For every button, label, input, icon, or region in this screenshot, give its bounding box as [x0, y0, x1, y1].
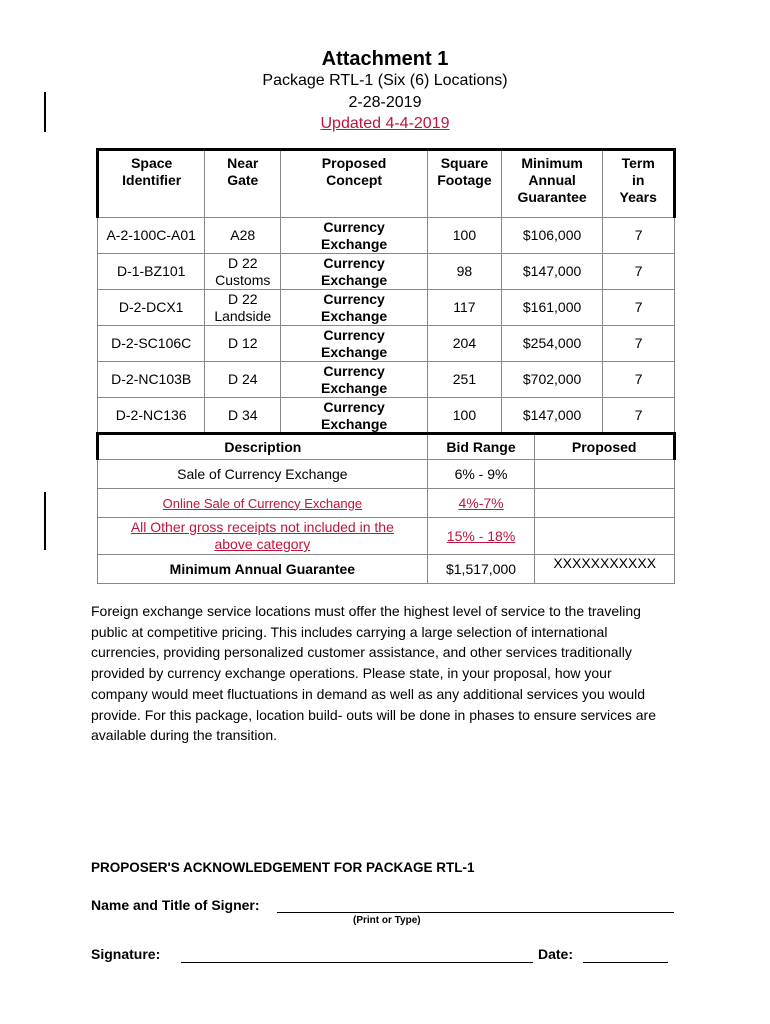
change-bar	[44, 492, 46, 550]
date-field[interactable]	[583, 946, 668, 963]
bid-description: Online Sale of Currency Exchange	[98, 489, 428, 518]
page-title: Attachment 1	[321, 48, 449, 70]
term-years: 7	[603, 362, 675, 398]
space-identifier: D-2-DCX1	[98, 290, 205, 326]
square-footage: 100	[428, 218, 502, 254]
table-row	[98, 254, 675, 290]
near-gate-header: Near Gate	[205, 150, 281, 218]
proposed-concept: Currency Exchange	[281, 398, 428, 434]
mag-label: Minimum Annual Guarantee	[98, 555, 428, 584]
bid-range: 15% - 18%	[427, 518, 535, 555]
term-years: 7	[603, 326, 675, 362]
proposed-concept: Currency Exchange	[281, 218, 428, 254]
table-row	[98, 218, 675, 254]
name-title-field[interactable]	[277, 896, 674, 913]
minimum-annual-guarantee: $161,000	[501, 290, 603, 326]
square-footage: 117	[428, 290, 502, 326]
space-identifier: D-2-NC136	[98, 398, 205, 434]
signature-label: Signature:	[91, 946, 161, 962]
near-gate: D 22 Customs	[205, 254, 281, 290]
square-footage: 98	[428, 254, 502, 290]
bid-header-row	[98, 434, 675, 460]
table-row	[98, 460, 675, 489]
square-footage: 204	[428, 326, 502, 362]
bid-range: 6% - 9%	[427, 460, 535, 489]
minimum-annual-guarantee: $147,000	[501, 398, 603, 434]
print-note: (Print or Type)	[353, 915, 421, 926]
table-row	[98, 362, 675, 398]
space-identifier-header: Space Identifier	[98, 150, 205, 218]
term-years: 7	[603, 398, 675, 434]
acknowledgement-heading: PROPOSER'S ACKNOWLEDGEMENT FOR PACKAGE RTL-1	[91, 860, 475, 875]
space-identifier: A-2-100C-A01	[98, 218, 205, 254]
space-identifier: D-1-BZ101	[98, 254, 205, 290]
minimum-annual-guarantee-header: Minimum Annual Guarantee	[501, 150, 603, 218]
proposed-concept: Currency Exchange	[281, 362, 428, 398]
table-row	[98, 398, 675, 434]
change-bar	[44, 92, 46, 132]
table-row	[98, 489, 675, 518]
near-gate: A28	[205, 218, 281, 254]
table-row	[98, 326, 675, 362]
date-line: 2-28-2019	[348, 94, 422, 111]
bid-proposed[interactable]	[535, 460, 675, 489]
near-gate: D 24	[205, 362, 281, 398]
space-identifier: D-2-NC103B	[98, 362, 205, 398]
table-row	[98, 555, 675, 584]
table-row	[98, 518, 675, 555]
bid-range-header: Bid Range	[427, 434, 535, 460]
minimum-annual-guarantee: $106,000	[501, 218, 603, 254]
date-label: Date:	[538, 946, 574, 962]
minimum-annual-guarantee: $254,000	[501, 326, 603, 362]
bid-description: All Other gross receipts not included in the above category	[98, 518, 428, 555]
bid-range: 4%-7%	[427, 489, 535, 518]
minimum-annual-guarantee: $702,000	[501, 362, 603, 398]
signature-field[interactable]	[181, 946, 533, 963]
proposed-concept-header: Proposed Concept	[281, 150, 428, 218]
locations-table	[96, 148, 676, 434]
proposed-concept: Currency Exchange	[281, 254, 428, 290]
bid-proposed[interactable]	[535, 518, 675, 555]
description-paragraph: Foreign exchange service locations must offer the highest level of service to the traveling public at competitive pricing. This includes carrying a large selection of international currencies, providing personalized customer assistance, and other services traditionally provided by currency exchange operations. Please state, in your proposal, how your company would meet fluctuations in demand as well as any additional services you would provide. For this package, location build- outs will be done in phases to ensure services are available during the transition.	[91, 603, 656, 744]
table-row	[98, 290, 675, 326]
package-subtitle: Package RTL-1 (Six (6) Locations)	[262, 72, 508, 89]
table-header-row	[98, 150, 675, 218]
near-gate: D 22 Landside	[205, 290, 281, 326]
proposed-concept: Currency Exchange	[281, 326, 428, 362]
minimum-annual-guarantee: $147,000	[501, 254, 603, 290]
square-footage: 251	[428, 362, 502, 398]
term-years: 7	[603, 290, 675, 326]
bid-proposed[interactable]	[535, 489, 675, 518]
term-years-header: Term in Years	[603, 150, 675, 218]
proposed-header: Proposed	[535, 434, 675, 460]
updated-line: Updated 4-4-2019	[320, 115, 450, 132]
bid-range-table	[96, 432, 676, 584]
square-footage: 100	[428, 398, 502, 434]
description-header: Description	[98, 434, 428, 460]
term-years: 7	[603, 254, 675, 290]
bid-description: Sale of Currency Exchange	[98, 460, 428, 489]
term-years: 7	[603, 218, 675, 254]
near-gate: D 34	[205, 398, 281, 434]
mag-proposed: XXXXXXXXXXX	[535, 555, 675, 584]
square-footage-header: Square Footage	[428, 150, 502, 218]
name-title-label: Name and Title of Signer:	[91, 897, 260, 913]
mag-value: $1,517,000	[427, 555, 535, 584]
proposed-concept: Currency Exchange	[281, 290, 428, 326]
space-identifier: D-2-SC106C	[98, 326, 205, 362]
near-gate: D 12	[205, 326, 281, 362]
